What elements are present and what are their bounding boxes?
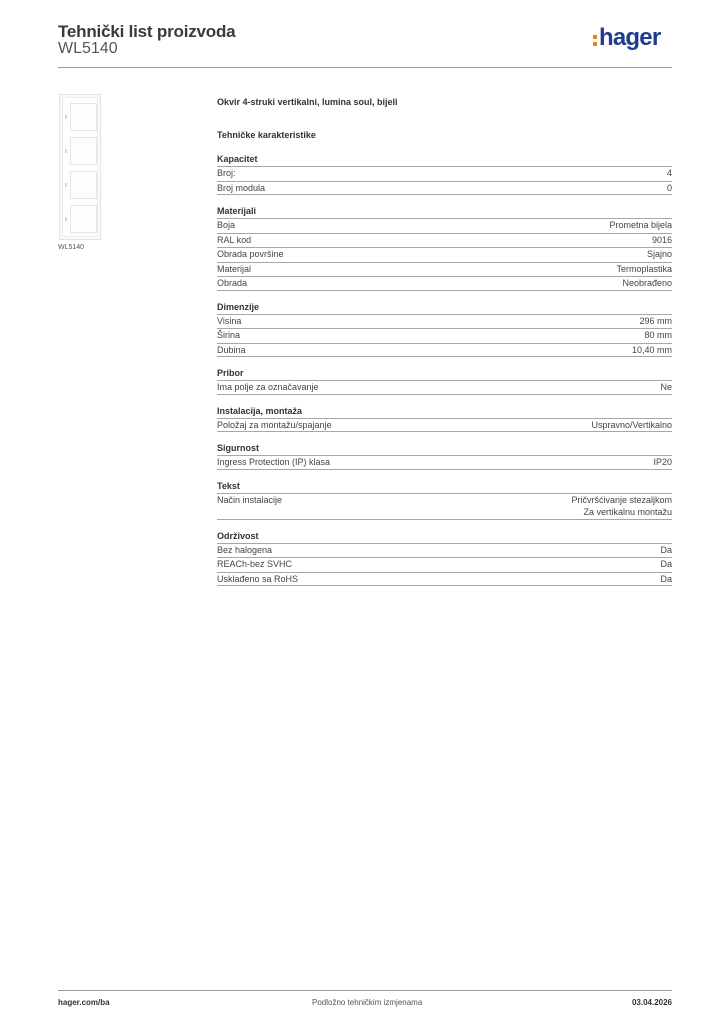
spec-row (217, 328, 672, 343)
spec-value: 4 (666, 168, 672, 178)
page-title: Tehnički list proizvoda (58, 22, 236, 41)
logo-dots-icon (593, 35, 597, 46)
spec-row (217, 233, 672, 248)
spec-table (217, 218, 672, 291)
spec-value: 10,40 mm (631, 344, 672, 355)
hager-logo[interactable] (593, 26, 660, 50)
spec-label: Materijal (217, 263, 252, 274)
spec-label: Visina (217, 315, 242, 326)
spec-value: Da (660, 573, 672, 584)
frame-slot (70, 103, 97, 131)
spec-row (217, 181, 672, 196)
spec-row (217, 543, 672, 558)
spec-value: Neobrađeno (622, 278, 672, 288)
spec-table (217, 455, 672, 470)
spec-value: 296 mm (639, 315, 672, 326)
spec-row (217, 247, 672, 262)
section-heading: Pribor (217, 368, 244, 378)
spec-value: IP20 (653, 457, 672, 467)
spec-table (217, 380, 672, 395)
section-heading: Sigurnost (217, 443, 259, 453)
section-heading: Tekst (217, 480, 240, 491)
spec-section (217, 441, 672, 470)
spec-value: Sjajno (646, 249, 672, 259)
spec-label: Boja (217, 220, 236, 230)
spec-sections (217, 152, 672, 586)
header-divider (58, 67, 672, 68)
spec-table (217, 543, 672, 587)
spec-section (217, 529, 672, 587)
spec-label: Ingress Protection (IP) klasa (217, 457, 331, 467)
tech-specs-heading: Tehničke karakteristike (217, 130, 316, 140)
spec-table (217, 418, 672, 433)
frame-slot (70, 205, 97, 233)
spec-value: Prometna bijela (609, 220, 672, 230)
spec-value: 0 (666, 182, 672, 193)
product-code: WL5140 (58, 40, 118, 57)
footer-divider (58, 990, 672, 991)
spec-content (217, 96, 672, 586)
frame-clip (65, 183, 67, 187)
spec-section (217, 152, 672, 195)
spec-label: Način instalacije (217, 494, 283, 505)
footer-date: 03.04.2026 (631, 998, 672, 1007)
frame-slot (70, 171, 97, 199)
section-heading: Instalacija, montaža (217, 405, 303, 416)
spec-section (217, 404, 672, 433)
spec-row (217, 572, 672, 587)
image-caption: WL5140 (58, 244, 85, 251)
spec-value: Ne (660, 382, 672, 392)
spec-section (217, 300, 672, 358)
footer-notice: Podložno tehničkim izmjenama (312, 998, 423, 1007)
spec-label: Broj modula (217, 182, 266, 193)
spec-table (217, 166, 672, 195)
spec-label: Broj: (217, 168, 236, 178)
product-image (59, 94, 101, 240)
spec-row (217, 418, 672, 433)
spec-row (217, 493, 672, 520)
spec-label: Ima polje za označavanje (217, 382, 319, 392)
frame-clip (65, 149, 67, 153)
spec-value: Termoplastika (616, 263, 672, 274)
frame-outline (62, 97, 98, 237)
spec-table (217, 493, 672, 520)
spec-label: Položaj za montažu/spajanje (217, 419, 332, 430)
spec-row (217, 276, 672, 291)
spec-row (217, 314, 672, 329)
section-heading: Kapacitet (217, 154, 258, 164)
spec-label: Obrada površine (217, 249, 284, 259)
spec-row (217, 262, 672, 277)
spec-label: Bez halogena (217, 544, 273, 555)
spec-row (217, 557, 672, 572)
spec-value: Da (660, 544, 672, 555)
spec-row (217, 380, 672, 395)
spec-section (217, 366, 672, 395)
spec-label: Obrada (217, 278, 248, 288)
spec-section (217, 204, 672, 291)
section-heading: Održivost (217, 530, 259, 541)
spec-value: Da (660, 559, 672, 569)
spec-label: Dubina (217, 344, 246, 355)
frame-slot (70, 137, 97, 165)
spec-value: 9016 (651, 234, 672, 245)
footer-website-link[interactable]: hager.com/ba (58, 998, 110, 1007)
spec-section (217, 479, 672, 520)
spec-row (217, 218, 672, 233)
spec-row (217, 455, 672, 470)
spec-row (217, 343, 672, 358)
frame-clip (65, 115, 67, 119)
spec-label: Širina (217, 330, 241, 340)
logo-text: hager (599, 24, 661, 51)
spec-table (217, 314, 672, 358)
spec-value: Uspravno/Vertikalno (591, 419, 672, 430)
spec-label: REACh-bez SVHC (217, 559, 293, 569)
frame-clip (65, 217, 67, 221)
spec-label: Usklađeno sa RoHS (217, 573, 299, 584)
product-description: Okvir 4-struki vertikalni, lumina soul, bijeli (217, 97, 398, 107)
spec-label: RAL kod (217, 234, 252, 245)
section-heading: Materijali (217, 206, 257, 216)
section-heading: Dimenzije (217, 301, 260, 312)
spec-row (217, 166, 672, 181)
spec-value: 80 mm (644, 330, 672, 340)
spec-value: Pričvršćivanje stezaljkom Za vertikalnu montažu (571, 494, 672, 517)
